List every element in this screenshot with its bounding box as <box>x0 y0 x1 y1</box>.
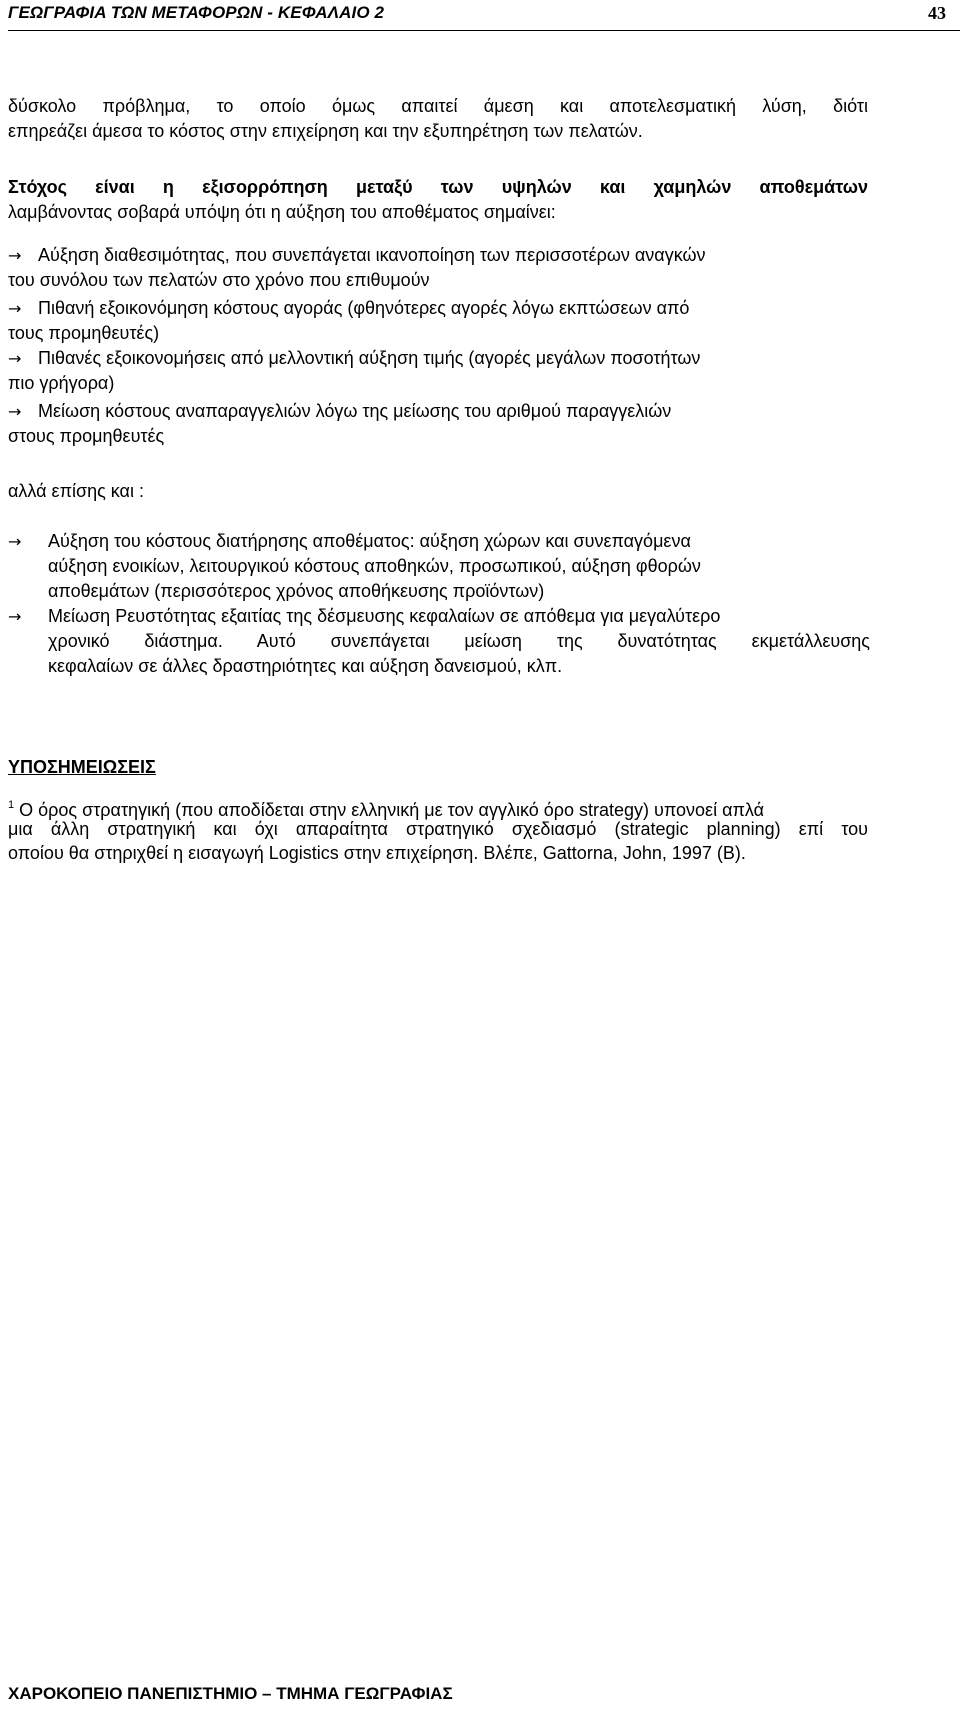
footnotes-heading: ΥΠΟΣΗΜΕΙΩΣΕΙΣ <box>8 757 156 777</box>
benefit-item-4-line2: στους προμηθευτές <box>8 426 165 446</box>
also-label: αλλά επίσης και : <box>8 481 144 501</box>
page-footer: ΧΑΡΟΚΟΠΕΙΟ ΠΑΝΕΠΙΣΤΗΜΙΟ – ΤΜΗΜΑ ΓΕΩΓΡΑΦΙΑΣ <box>8 1684 453 1703</box>
footnote-marker: 1 <box>8 799 15 811</box>
drawback-item-2 <box>8 604 720 629</box>
goal-bold-line: Στόχος είναι η εξισορρόπηση μεταξύ των υψηλών και χαμηλών αποθεμάτων <box>8 177 868 197</box>
benefit-item-1 <box>8 243 706 268</box>
benefit-item-3-line2: πιο γρήγορα) <box>8 373 115 393</box>
arrow-icon: → <box>8 246 22 265</box>
benefit-item-4-line1: Μείωση κόστους αναπαραγγελιών λόγω της μείωσης του αριθμού παραγγελιών <box>38 401 672 421</box>
goal-line-2: λαμβάνοντας σοβαρά υπόψη ότι η αύξηση του αποθέματος σημαίνει: <box>8 202 556 222</box>
drawback-item-2-line2: χρονικό διάστημα. Αυτό συνεπάγεται μείωση της δυνατότητας εκμετάλλευσης <box>48 631 870 651</box>
drawback-item-1-line2: αύξηση ενοικίων, λειτουργικού κόστους αποθηκών, προσωπικού, αύξηση φθορών <box>48 556 701 576</box>
benefit-item-2 <box>8 296 689 321</box>
drawback-item-1-line3: αποθεμάτων (περισσότερος χρόνος αποθήκευσης προϊόντων) <box>48 581 545 601</box>
footnote-line-3: οποίου θα στηριχθεί η εισαγωγή Logistics στην επιχείρηση. Βλέπε, Gattorna, John, 1997 (Β). <box>8 843 746 863</box>
drawback-item-2-line3: κεφαλαίων σε άλλες δραστηριότητες και αύξηση δανεισμού, κλπ. <box>48 656 563 676</box>
page-number: 43 <box>928 3 946 23</box>
arrow-icon: → <box>8 349 22 368</box>
footnote-line-2: μια άλλη στρατηγική και όχι απαραίτητα στρατηγικό σχεδιασμό (strategic planning) επί του <box>8 819 868 839</box>
arrow-icon: → <box>8 532 22 551</box>
arrow-icon: → <box>8 299 22 318</box>
benefit-item-1-line1: Αύξηση διαθεσιμότητας, που συνεπάγεται ικανοποίηση των περισσοτέρων αναγκών <box>38 245 706 265</box>
arrow-icon: → <box>8 607 22 626</box>
header-title: ΓΕΩΓΡΑΦΙΑ ΤΩΝ ΜΕΤΑΦΟΡΩΝ - ΚΕΦΑΛΑΙΟ 2 <box>8 3 385 22</box>
page-header <box>8 0 960 31</box>
benefit-item-2-line1: Πιθανή εξοικονόμηση κόστους αγοράς (φθηνότερες αγορές λόγω εκπτώσεων από <box>38 298 690 318</box>
benefit-item-1-line2: του συνόλου των πελατών στο χρόνο που επιθυμούν <box>8 270 430 290</box>
benefit-item-2-line2: τους προμηθευτές) <box>8 323 160 343</box>
benefit-item-4 <box>8 399 671 424</box>
benefit-item-3-line1: Πιθανές εξοικονομήσεις από μελλοντική αύξηση τιμής (αγορές μεγάλων ποσοτήτων <box>38 348 701 368</box>
drawback-item-2-line1: Μείωση Ρευστότητας εξαιτίας της δέσμευσης κεφαλαίων σε απόθεμα για μεγαλύτερο <box>48 606 721 626</box>
arrow-icon: → <box>8 402 22 421</box>
intro-line-1: δύσκολο πρόβλημα, το οποίο όμως απαιτεί άμεση και αποτελεσματική λύση, διότι <box>8 96 868 116</box>
drawback-item-1-line1: Αύξηση του κόστους διατήρησης αποθέματος: αύξηση χώρων και συνεπαγόμενα <box>48 531 691 551</box>
benefit-item-3 <box>8 346 700 371</box>
intro-line-2: επηρεάζει άμεσα το κόστος στην επιχείρηση και την εξυπηρέτηση των πελατών. <box>8 121 643 141</box>
drawback-item-1 <box>8 529 691 554</box>
footnote-line-1-text: Ο όρος στρατηγική (που αποδίδεται στην ελληνική με τον αγγλικό όρο strategy) υπονοεί απλά <box>19 800 765 820</box>
